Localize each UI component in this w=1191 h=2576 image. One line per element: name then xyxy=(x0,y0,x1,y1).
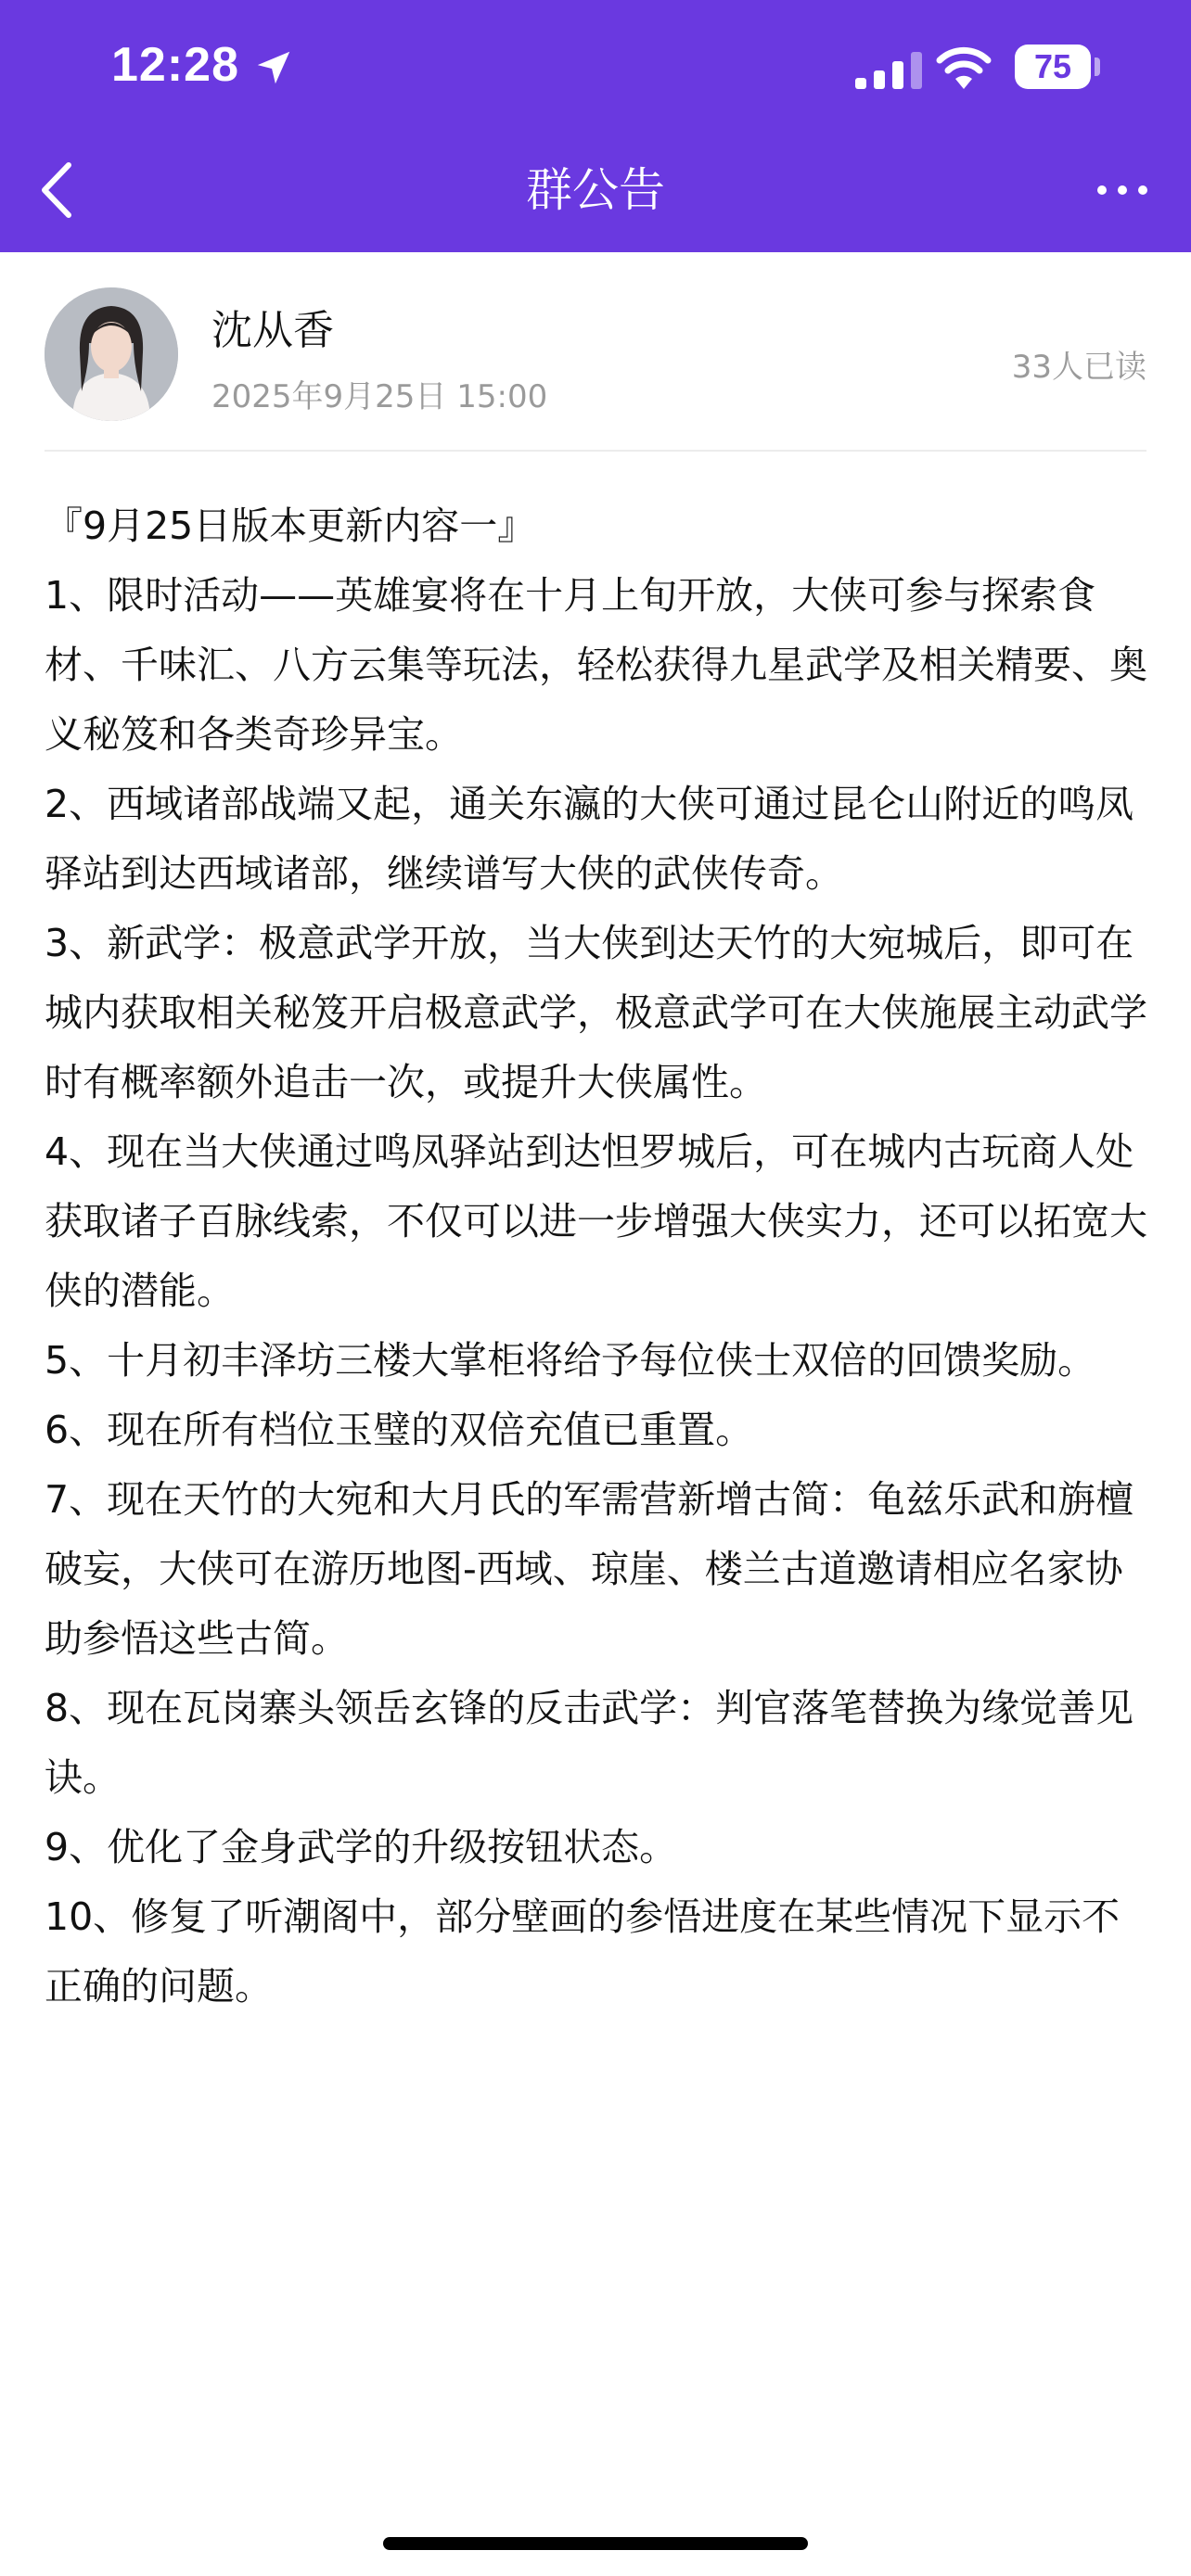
avatar[interactable] xyxy=(45,287,178,421)
announcement-item: 8、现在瓦岗寨头领岳玄锋的反击武学：判官落笔替换为缘觉善见诀。 xyxy=(45,1686,1134,1800)
signal-icon xyxy=(855,52,922,89)
announcement-item: 9、优化了金身武学的升级按钮状态。 xyxy=(45,1825,678,1869)
announcement-item: 1、限时活动——英雄宴将在十月上旬开放，大侠可参与探索食材、千味汇、八方云集等玩法，轻松获得九星武学及相关精要、奥义秘笈和各类奇珍异宝。 xyxy=(45,573,1147,757)
divider xyxy=(45,450,1146,452)
announcement-item: 2、西域诸部战端又起，通关东瀛的大侠可通过昆仑山附近的鸣凤驿站到达西域诸部，继续谱写大侠的武侠传奇。 xyxy=(45,782,1134,896)
read-count[interactable]: 33人已读 xyxy=(1011,349,1146,386)
location-arrow-icon xyxy=(252,46,295,89)
announcement-item: 10、修复了听潮阁中，部分壁画的参悟进度在某些情况下显示不正确的问题。 xyxy=(45,1894,1121,2009)
announcement-item: 4、现在当大侠通过鸣凤驿站到达怛罗城后，可在城内古玩商人处获取诸子百脉线索，不仅可以进一步增强大侠实力，还可以拓宽大侠的潜能。 xyxy=(45,1129,1147,1313)
status-time: 12:28 xyxy=(111,38,239,92)
post-date: 2025年9月25日 15:00 xyxy=(211,378,548,415)
more-icon[interactable] xyxy=(1095,181,1150,199)
page-title: 群公告 xyxy=(526,163,665,217)
announcement-body xyxy=(45,491,1153,2021)
announcement-item: 7、现在天竹的大宛和大月氏的军需营新增古简：龟兹乐武和旃檀破妄，大侠可在游历地图-西域、琼崖、楼兰古道邀请相应名家协助参悟这些古简。 xyxy=(45,1477,1134,1661)
author-name[interactable]: 沈从香 xyxy=(211,307,334,354)
battery-cap xyxy=(1095,57,1100,76)
battery-icon: 75 xyxy=(1015,45,1091,89)
announcement-item: 5、十月初丰泽坊三楼大掌柜将给予每位侠士双倍的回馈奖励。 xyxy=(45,1338,1096,1383)
home-indicator[interactable] xyxy=(383,2537,808,2550)
announcement-item: 3、新武学：极意武学开放，当大侠到达天竹的大宛城后，即可在城内获取相关秘笈开启极意武学，极意武学可在大侠施展主动武学时有概率额外追击一次，或提升大侠属性。 xyxy=(45,921,1147,1104)
wifi-icon xyxy=(935,45,992,89)
post-header xyxy=(45,287,1146,451)
header-bar xyxy=(0,0,1191,252)
announcement-item: 6、现在所有档位玉璧的双倍充值已重置。 xyxy=(45,1408,754,1452)
announcement-heading: 『9月25日版本更新内容一』 xyxy=(45,504,536,548)
